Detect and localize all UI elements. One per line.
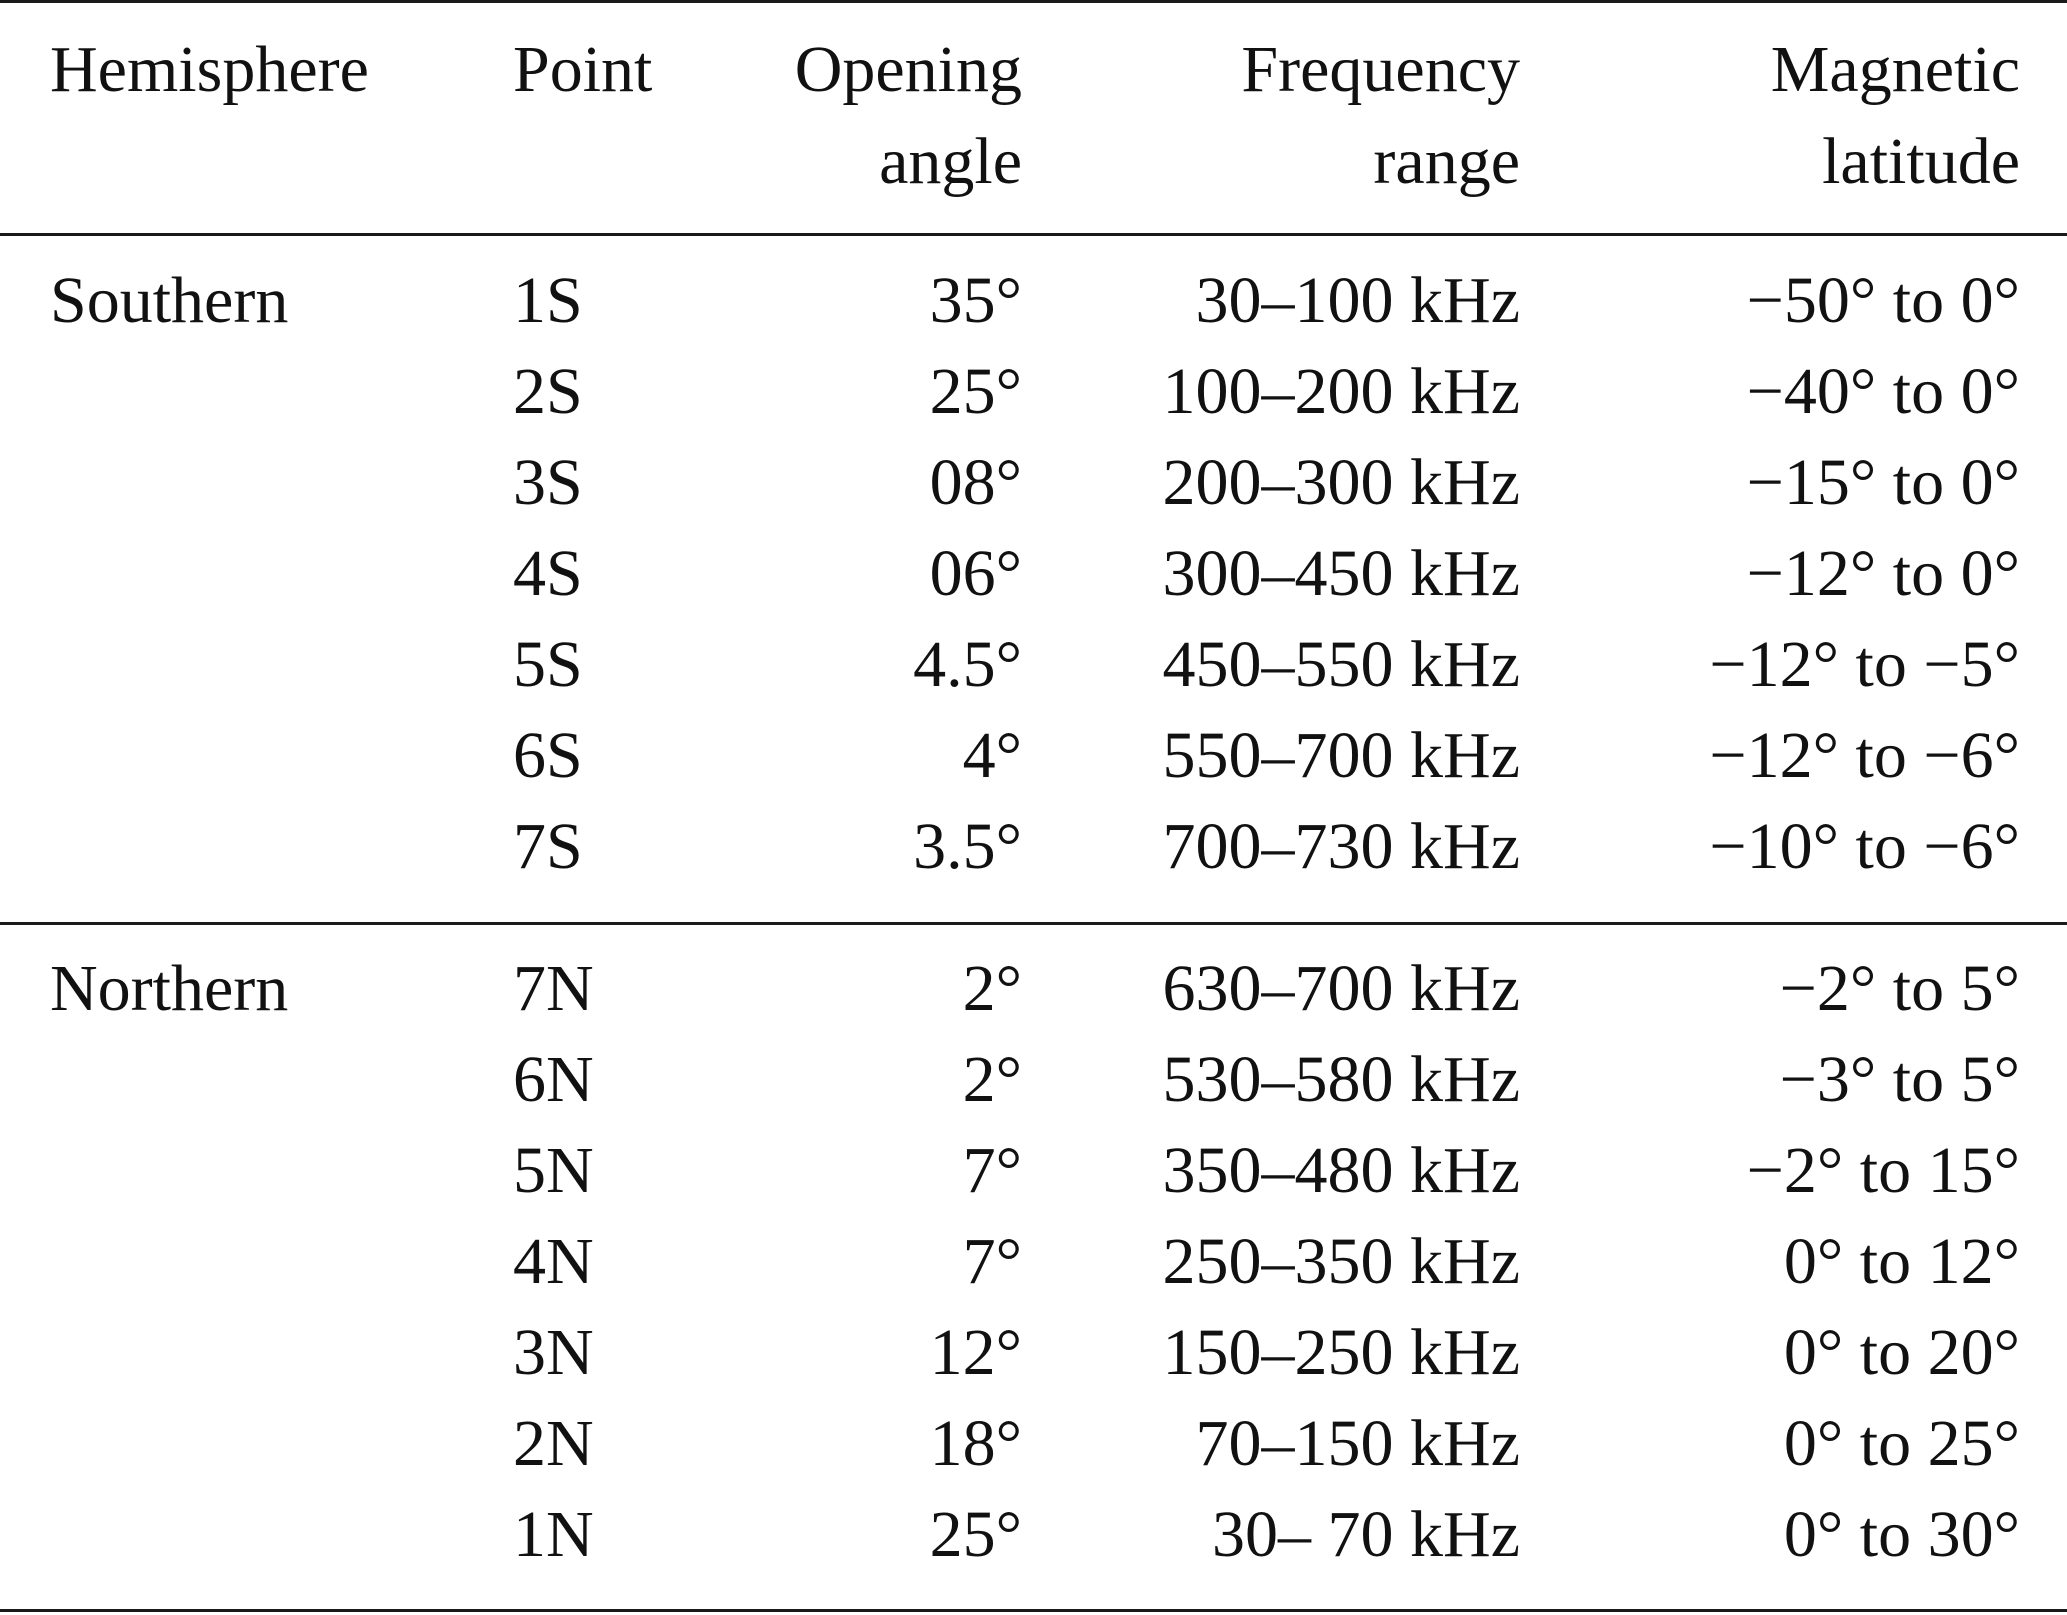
latitude-cell: 0° to 12° — [1783, 1225, 2020, 1298]
latitude-cell: −15° to 0° — [1746, 446, 2020, 519]
header-angle-line1: Opening — [794, 33, 1022, 106]
header-frequency-line1: Frequency — [1241, 33, 1520, 106]
frequency-cell: 200–300 kHz — [1162, 446, 1520, 519]
point-cell: 1S — [513, 264, 583, 337]
point-cell: 7N — [513, 952, 594, 1025]
point-cell: 5S — [513, 628, 583, 701]
latitude-cell: −50° to 0° — [1746, 264, 2020, 337]
angle-cell: 2° — [962, 1043, 1022, 1116]
latitude-cell: −3° to 5° — [1779, 1043, 2020, 1116]
frequency-cell: 630–700 kHz — [1162, 952, 1520, 1025]
frequency-cell: 300–450 kHz — [1162, 537, 1520, 610]
latitude-cell: 0° to 30° — [1783, 1498, 2020, 1571]
group-separator-rule — [0, 922, 2067, 925]
angle-cell: 2° — [962, 952, 1022, 1025]
point-cell: 6S — [513, 719, 583, 792]
point-cell: 5N — [513, 1134, 594, 1207]
angle-cell: 06° — [929, 537, 1022, 610]
angle-cell: 4° — [962, 719, 1022, 792]
point-cell: 2S — [513, 355, 583, 428]
header-latitude-line1: Magnetic — [1770, 33, 2020, 106]
hemisphere-label: Northern — [50, 952, 289, 1025]
angle-cell: 25° — [929, 1498, 1022, 1571]
latitude-cell: −12° to 0° — [1746, 537, 2020, 610]
header-angle-line2: angle — [879, 125, 1022, 198]
point-cell: 4N — [513, 1225, 594, 1298]
latitude-cell: 0° to 20° — [1783, 1316, 2020, 1389]
angle-cell: 35° — [929, 264, 1022, 337]
angle-cell: 7° — [962, 1225, 1022, 1298]
latitude-cell: −10° to −6° — [1709, 810, 2020, 883]
point-cell: 2N — [513, 1407, 594, 1480]
header-latitude-line2: latitude — [1822, 125, 2020, 198]
header-hemisphere: Hemisphere — [50, 33, 369, 106]
frequency-cell: 530–580 kHz — [1162, 1043, 1520, 1116]
frequency-cell: 700–730 kHz — [1162, 810, 1520, 883]
frequency-cell: 550–700 kHz — [1162, 719, 1520, 792]
point-cell: 3S — [513, 446, 583, 519]
latitude-cell: −2° to 15° — [1746, 1134, 2020, 1207]
frequency-cell: 30–100 kHz — [1195, 264, 1520, 337]
angle-cell: 3.5° — [913, 810, 1022, 883]
point-cell: 4S — [513, 537, 583, 610]
angle-cell: 12° — [929, 1316, 1022, 1389]
latitude-cell: 0° to 25° — [1783, 1407, 2020, 1480]
point-cell: 1N — [513, 1498, 594, 1571]
point-cell: 7S — [513, 810, 583, 883]
angle-cell: 18° — [929, 1407, 1022, 1480]
point-cell: 6N — [513, 1043, 594, 1116]
table-top-rule — [0, 0, 2067, 3]
header-frequency-line2: range — [1373, 125, 1520, 198]
latitude-cell: −12° to −5° — [1709, 628, 2020, 701]
frequency-cell: 150–250 kHz — [1162, 1316, 1520, 1389]
frequency-cell: 350–480 kHz — [1162, 1134, 1520, 1207]
latitude-cell: −2° to 5° — [1779, 952, 2020, 1025]
frequency-cell: 100–200 kHz — [1162, 355, 1520, 428]
latitude-cell: −12° to −6° — [1709, 719, 2020, 792]
table-bottom-rule — [0, 1609, 2067, 1612]
frequency-cell: 250–350 kHz — [1162, 1225, 1520, 1298]
header-point: Point — [513, 33, 653, 106]
angle-cell: 08° — [929, 446, 1022, 519]
latitude-cell: −40° to 0° — [1746, 355, 2020, 428]
frequency-cell: 450–550 kHz — [1162, 628, 1520, 701]
header-separator-rule — [0, 233, 2067, 236]
hemisphere-label: Southern — [50, 264, 289, 337]
angle-cell: 7° — [962, 1134, 1022, 1207]
point-cell: 3N — [513, 1316, 594, 1389]
frequency-cell: 70–150 kHz — [1195, 1407, 1520, 1480]
angle-cell: 4.5° — [913, 628, 1022, 701]
frequency-cell: 30– 70 kHz — [1212, 1498, 1520, 1571]
angle-cell: 25° — [929, 355, 1022, 428]
